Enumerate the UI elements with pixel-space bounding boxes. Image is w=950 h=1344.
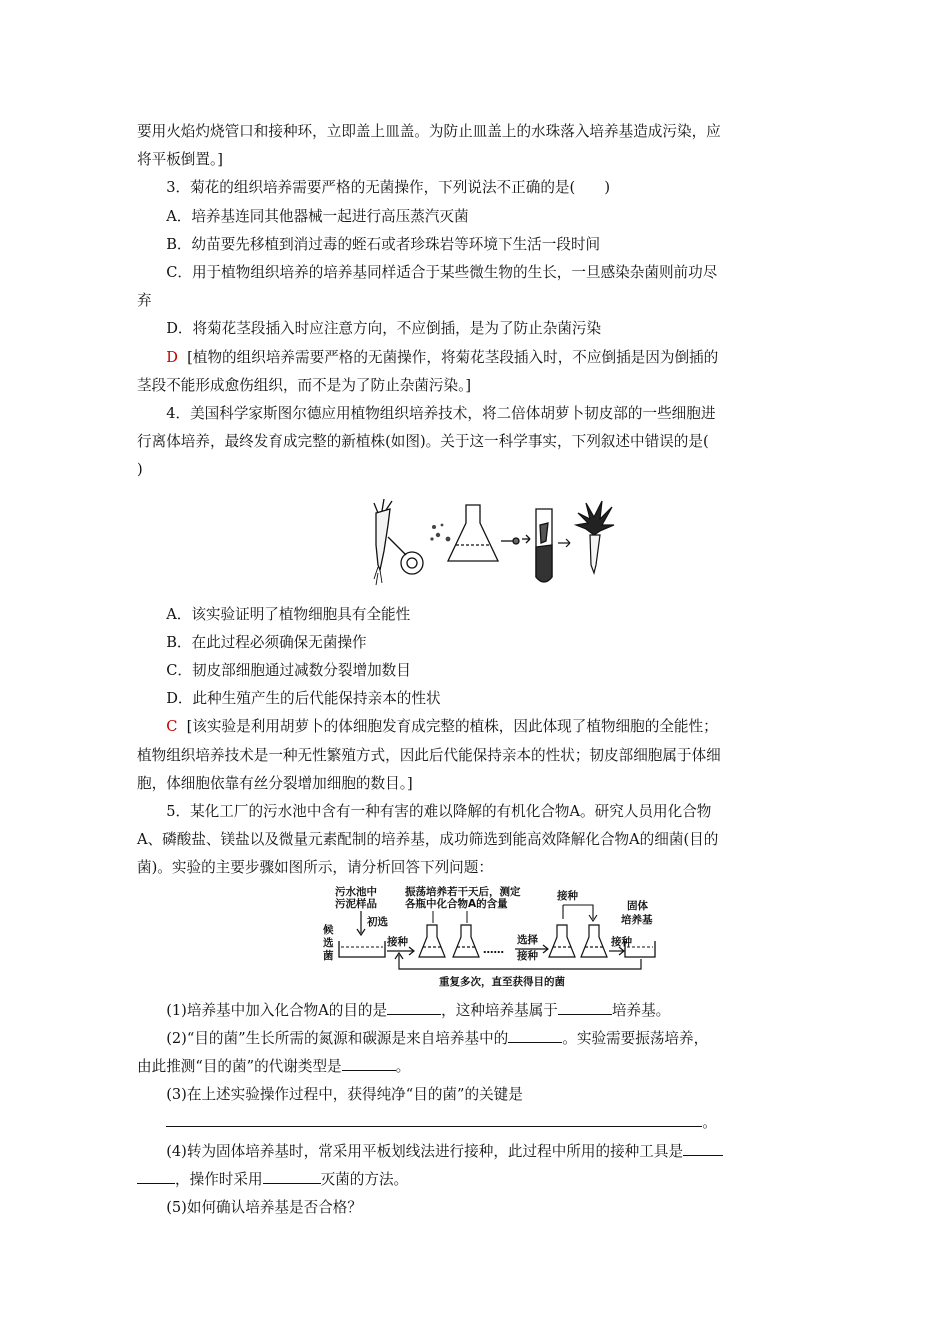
q5-stem-line3: 菌)。实验的主要步骤如图所示，请分析回答下列问题： <box>137 859 493 877</box>
diagram-solid-medium-label: 固体 <box>627 899 648 912</box>
regenerated-carrot-plant-image <box>558 501 614 573</box>
diagram-select-label: 选择 <box>517 933 538 946</box>
q4-stem: 4．美国科学家斯图尔德应用植物组织培养技术，将二倍体胡萝卜韧皮部的一些细胞进 <box>166 405 716 423</box>
q3-option-b: B．幼苗要先移植到消过毒的蛭石或者珍珠岩等环境下生活一段时间 <box>166 235 601 253</box>
diagram-flask <box>581 925 607 957</box>
q5-subquestion-2: (2)“目的菌”生长所需的氮源和碳源是来自培养基中的 。实验需要振荡培养， <box>137 1025 813 1053</box>
answer-blank[interactable] <box>387 998 441 1015</box>
diagram-flask <box>453 925 479 957</box>
phloem-disc-image <box>388 537 423 574</box>
answer-blank[interactable] <box>508 1026 562 1043</box>
diagram-inoculate-label: 接种 <box>387 935 408 948</box>
q5-subquestion-3-answer-line: 。 <box>137 1109 813 1137</box>
q3-answer: D <box>166 348 178 366</box>
q3-option-d: D．将菊花茎段插入时应注意方向，不应倒插，是为了防止杂菌污染 <box>166 320 602 338</box>
q5-subquestion-1: (1)培养基中加入化合物A的目的是 ，这种培养基属于 培养基。 <box>137 997 813 1025</box>
intro-line: 要用火焰灼烧管口和接种环，立即盖上皿盖。为防止皿盖上的水珠落入培养基造成污染，应 <box>137 123 721 140</box>
diagram-candidate-label: 菌 <box>323 949 334 962</box>
q4-option-d: D．此种生殖产生的后代能保持亲本的性状 <box>166 690 441 708</box>
diagram-first-screen-label: 初选 <box>367 915 388 928</box>
cell-clusters-image <box>430 523 450 541</box>
q4-stem-line2: 行离体培养，最终发育成完整的新植株(如图)。关于这一科学事实，下列叙述中错误的是( <box>137 433 709 451</box>
q4-explanation-line2: 植物组织培养技术是一种无性繁殖方式，因此后代能保持亲本的性状；韧皮部细胞属于体细 <box>137 746 721 764</box>
carrot-root-image <box>374 499 392 585</box>
q5-subquestion-2-line2: 由此推测“目的菌”的代谢类型是 。 <box>137 1053 813 1081</box>
q3-option-c-continued: 弃 <box>137 292 152 310</box>
q4-explanation: [该实验是利用胡萝卜的体细胞发育成完整的植株，因此体现了植物细胞的全能性； <box>186 718 718 736</box>
q5-subquestion-3: (3)在上述实验操作过程中，获得纯净“目的菌”的关键是 <box>166 1086 523 1104</box>
q4-explanation-line3: 胞，体细胞依靠有丝分裂增加细胞的数目。] <box>137 774 413 792</box>
diagram-flask <box>549 925 575 957</box>
q4-stem-line3: ) <box>137 461 143 479</box>
q4-option-c: C．韧皮部细胞通过减数分裂增加数目 <box>166 662 411 680</box>
diagram-sample-label: 污水池中 <box>335 885 377 898</box>
diagram-repeat-label: 重复多次，直至获得目的菌 <box>439 975 565 988</box>
diagram-inoculate-label: 接种 <box>611 935 632 948</box>
q3-stem: 3．菊花的组织培养需要严格的无菌操作，下列说法不正确的是( ) <box>166 179 611 197</box>
intro-line: 将平板倒置。] <box>137 151 223 169</box>
answer-blank[interactable] <box>137 1167 175 1184</box>
q5-stem: 5．某化工厂的污水池中含有一种有害的难以降解的有机化合物A。研究人员用化合物 <box>166 803 712 821</box>
q3-explanation: [植物的组织培养需要严格的无菌操作，将菊花茎段插入时，不应倒插是因为倒插的 <box>187 348 719 366</box>
q4-option-a: A．该实验证明了植物细胞具有全能性 <box>166 605 411 623</box>
diagram-ellipsis: …… <box>483 943 504 956</box>
q4-answer: C <box>166 718 178 736</box>
answer-blank[interactable] <box>558 998 612 1015</box>
answer-blank[interactable] <box>342 1054 396 1071</box>
answer-blank[interactable] <box>683 1139 723 1156</box>
screening-procedure-diagram <box>321 885 657 995</box>
diagram-flask <box>419 925 445 957</box>
answer-blank[interactable] <box>166 1110 702 1127</box>
q3-option-a: A．培养基连同其他器械一起进行高压蒸汽灭菌 <box>166 207 469 225</box>
diagram-shake-label: 各瓶中化合物A的含量 <box>405 897 508 910</box>
test-tube-image <box>522 509 552 582</box>
q5-subquestion-4-line2: ，操作时采用 灭菌的方法。 <box>137 1166 813 1194</box>
q4-option-b: B．在此过程必须确保无菌操作 <box>166 633 367 651</box>
q3-option-c: C．用于植物组织培养的培养基同样适合于某些微生物的生长，一旦感染杂菌则前功尽 <box>166 264 718 282</box>
diagram-candidate-label: 候 <box>323 923 334 936</box>
diagram-candidate-dish <box>339 941 385 957</box>
diagram-inoculate-label: 接种 <box>557 889 578 902</box>
q3-answer-line <box>137 344 813 372</box>
q5-stem-line2: A、磷酸盐、镁盐以及微量元素配制的培养基，成功筛选到能高效降解化合物A的细菌(目的 <box>137 831 719 849</box>
carrot-tissue-culture-figure <box>358 495 628 595</box>
diagram-select-label: 接种 <box>517 949 538 962</box>
diagram-sample-label: 污泥样品 <box>335 897 377 910</box>
culture-flask-image <box>448 505 519 561</box>
document-page <box>137 118 813 1222</box>
q5-subquestion-5: (5)如何确认培养基是否合格？ <box>166 1199 362 1217</box>
q5-subquestion-4: (4)转为固体培养基时，常采用平板划线法进行接种，此过程中所用的接种工具是 <box>137 1138 813 1166</box>
answer-blank[interactable] <box>263 1167 321 1184</box>
diagram-solid-medium-label: 培养基 <box>621 913 653 926</box>
q3-explanation-continued: 茎段不能形成愈伤组织，而不是为了防止杂菌污染。] <box>137 376 472 394</box>
diagram-shake-label: 振荡培养若干天后，测定 <box>405 885 521 898</box>
q4-answer-line <box>137 713 813 741</box>
diagram-candidate-label: 选 <box>323 936 334 949</box>
